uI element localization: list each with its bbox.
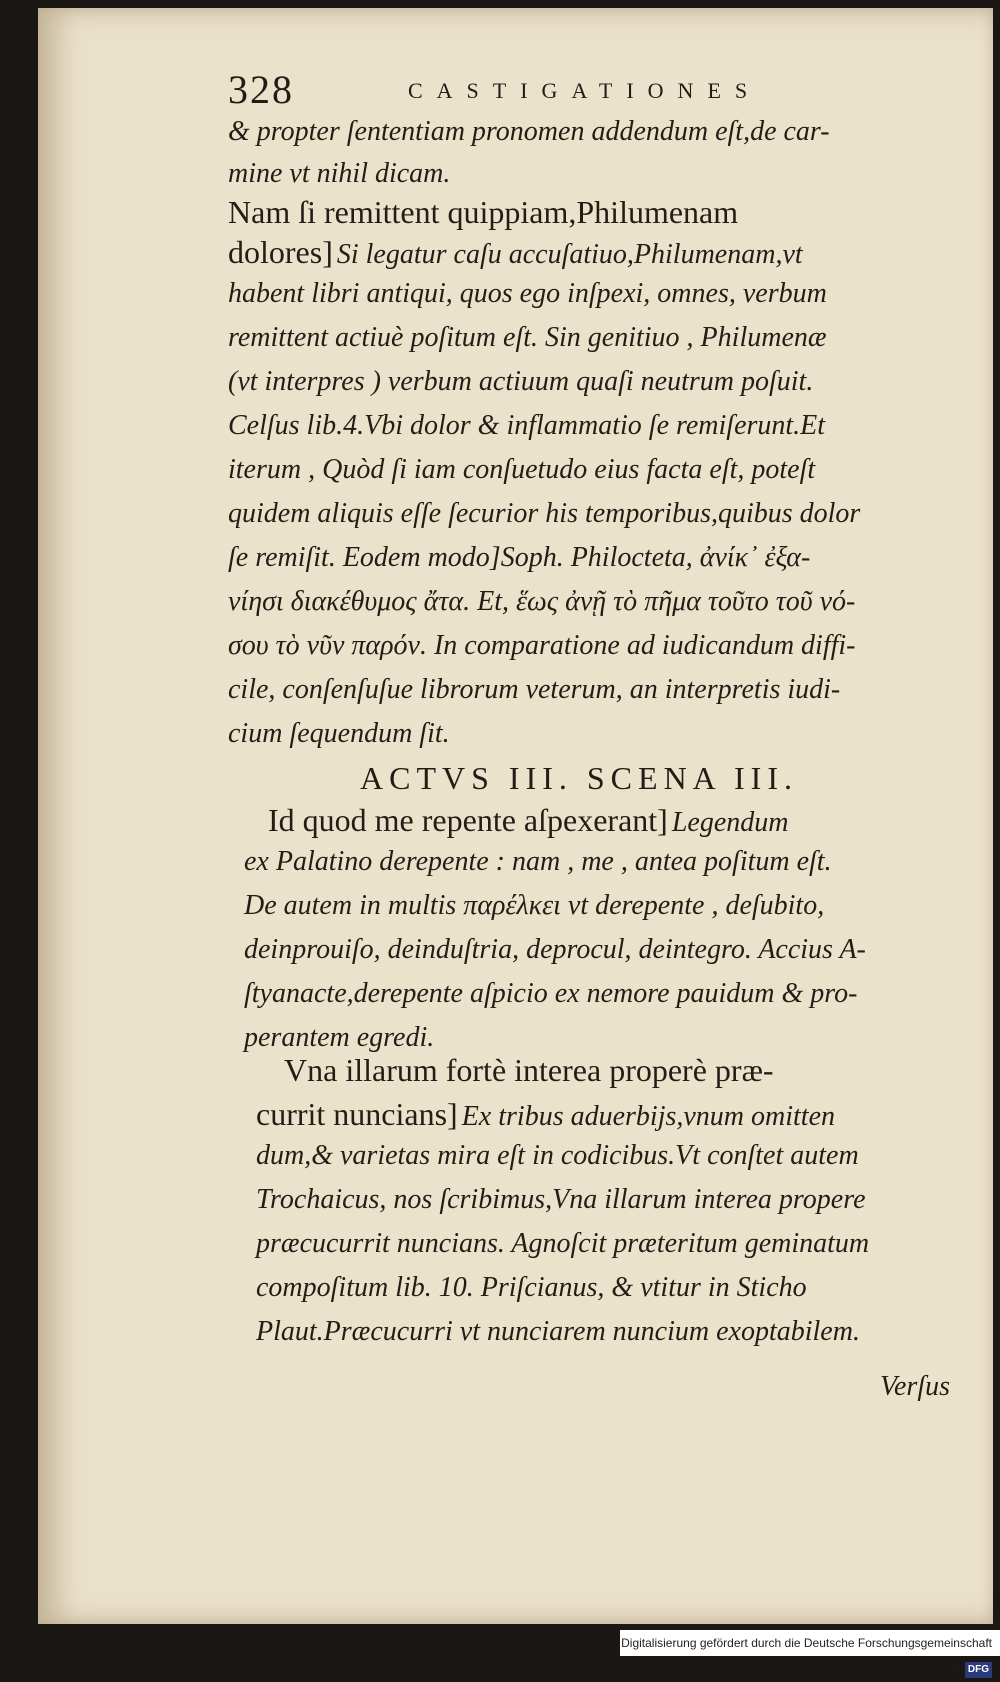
- text-line: νίησι διακέθυμος ἄτα. Et, ἕως ἀνῇ τὸ πῆμα τοῦτο τοῦ νό-: [228, 586, 856, 617]
- text-line: habent libri antiqui, quos ego inſpexi, omnes, verbum: [228, 278, 827, 309]
- text-line: ſe remiſit. Eodem modo]Soph. Philoctetа, ἀνίκ᾽ ἐξα-: [228, 542, 811, 573]
- dfg-logo-icon: DFG: [965, 1662, 992, 1678]
- text-line: quidem aliquis eſſe ſecurior his temporibus,quibus dolor: [228, 498, 861, 529]
- text-line: præcucurrit nuncians. Agnoſcit præteritum geminatum: [256, 1228, 870, 1259]
- text-line: remittent actiuè poſitum eſt. Sin genitiuo , Philumenæ: [228, 322, 827, 353]
- text-line: cile, conſenſuſue librorum veterum, an interpretis iudi-: [228, 674, 841, 705]
- text-line: Trochaicus, nos ſcribimus,Vna illarum interea propere: [256, 1184, 866, 1215]
- commentary-text: Ex tribus aduerbijs,vnum omitten: [461, 1101, 835, 1132]
- catchword: Verſus: [880, 1371, 950, 1402]
- lemma-line: Vna illarum fortè interea properè præ-: [284, 1052, 774, 1088]
- digitization-footer: [620, 1630, 1000, 1676]
- act-scene-heading: ACTVS III. SCENA III.: [360, 760, 798, 796]
- text-line: iterum , Quòd ſi iam conſuetudo eius facta eſt, poteſt: [228, 454, 816, 485]
- text-line: σου τὸ νῦν παρόν. In comparatione ad iudicandum diffi-: [228, 630, 856, 661]
- commentary-text: Si legatur caſu accuſatiuo,Philumenam,vt: [336, 239, 803, 270]
- text-line: ſtyanacte,derepente aſpicio ex nemore pauidum & pro-: [244, 978, 858, 1009]
- text-line: mine vt nihil dicam.: [228, 158, 451, 189]
- text-line: Celſus lib.4.Vbi dolor & inflammatio ſe remiſerunt.Et: [228, 410, 826, 441]
- funding-credit: Digitalisierung gefördert durch die Deutsche Forschungsgemeinschaft ·: [621, 1636, 992, 1676]
- text-line: deinprouiſo, deinduſtria, deprocul, deintegro. Accius A-: [244, 934, 866, 965]
- section-4: [228, 1054, 938, 1362]
- text-line: (vt interpres ) verbum actiuum quaſi neutrum poſuit.: [228, 366, 814, 397]
- lemma-text: Id quod me repente aſpexerant]: [268, 802, 668, 838]
- text-line: & propter ſententiam pronomen addendum eſt,de car-: [228, 116, 830, 147]
- text-line: Plaut.Præcucurri vt nunciarem nuncium exoptabilem.: [256, 1316, 860, 1347]
- lemma-text: dolores]: [228, 234, 333, 270]
- section-3: [228, 804, 938, 1068]
- lemma-text: currit nuncians]: [256, 1096, 458, 1132]
- text-line: ex Palatino derepente : nam , me , antea poſitum eſt.: [244, 846, 832, 877]
- text-line: compoſitum lib. 10. Priſcianus, & vtitur in Sticho: [256, 1272, 807, 1303]
- page-number: 328: [228, 67, 294, 112]
- text-line: cium ſequendum ſit.: [228, 718, 450, 749]
- commentary-text: Legendum: [671, 807, 789, 838]
- running-head: CASTIGATIONES: [408, 78, 762, 103]
- lemma-line: Nam ſi remittent quippiam,Philumenam: [228, 194, 739, 230]
- text-line: De autem in multis παρέλκει vt derepente , deſubito,: [244, 890, 825, 921]
- section-1: [228, 118, 938, 202]
- text-line: dum,& varietas mira eſt in codicibus.Vt conſtet autem: [256, 1140, 859, 1171]
- text-line: perantem egredi.: [244, 1022, 435, 1053]
- section-2: [228, 196, 938, 764]
